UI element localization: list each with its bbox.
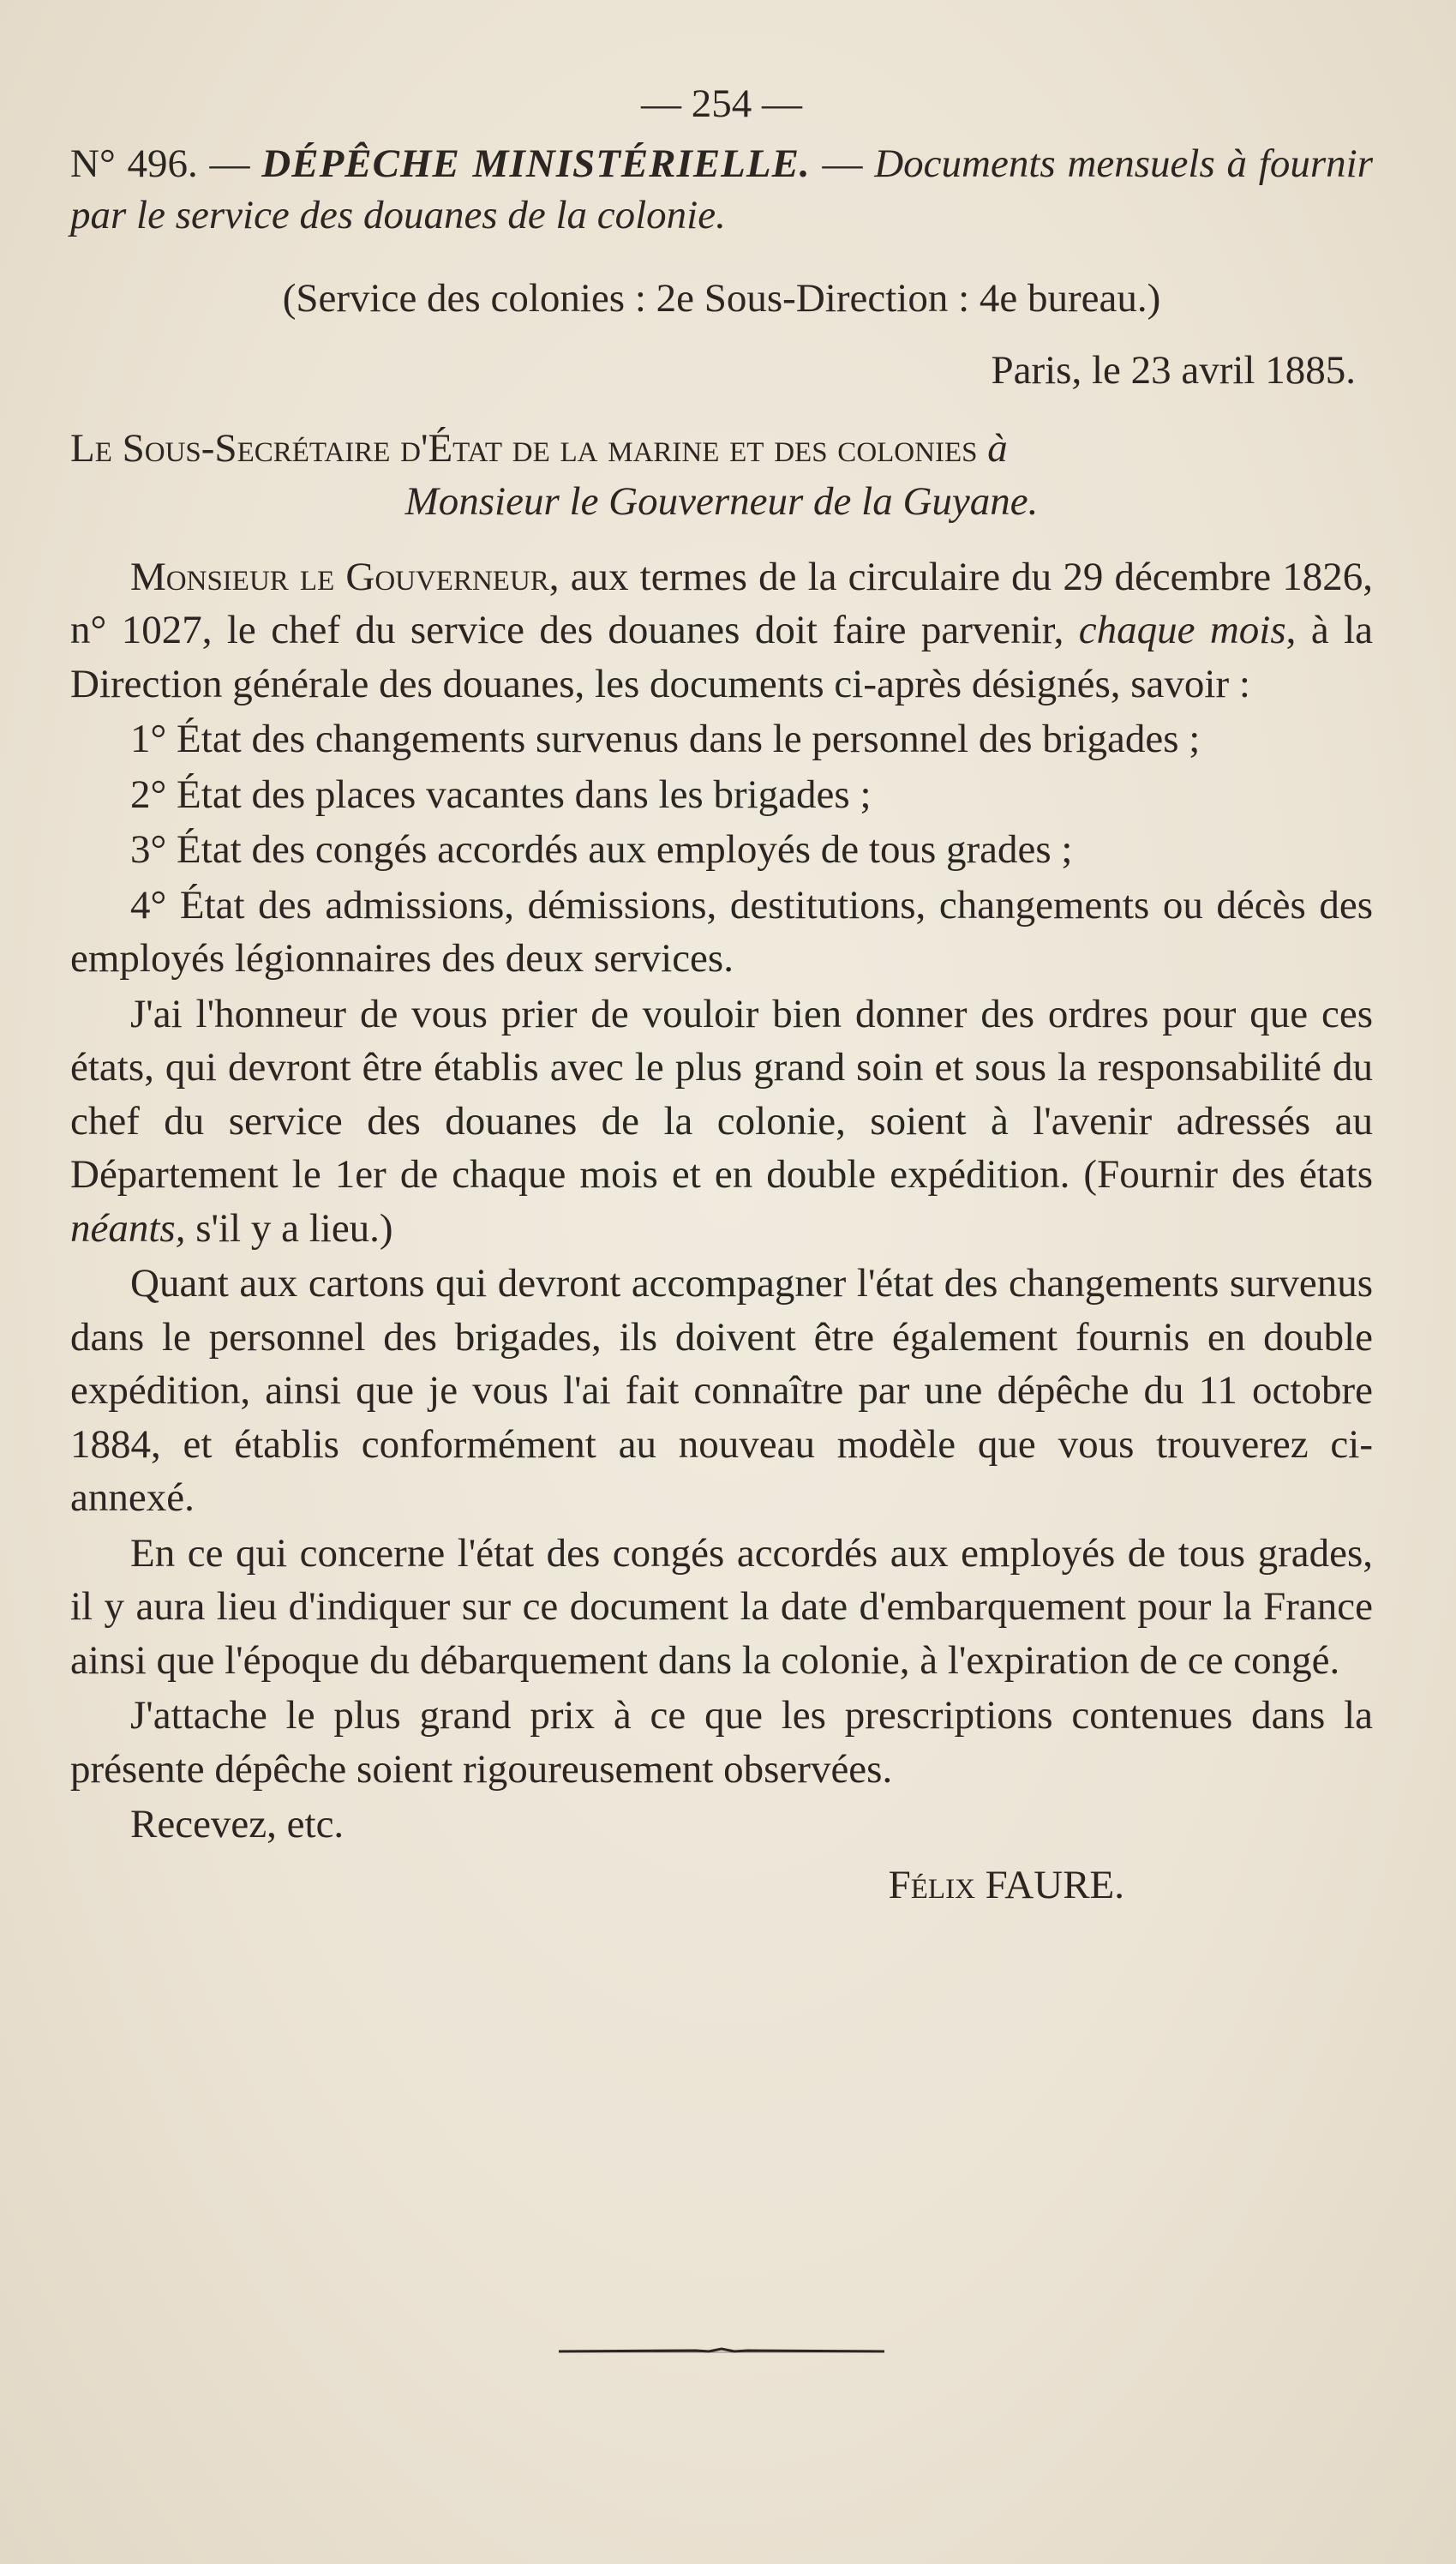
paragraph-conges: En ce qui concerne l'état des congés accordés aux employés de tous grades, il y aura lieu d'indiquer sur ce document la date d'embarquement pour la France ainsi que l'époque du débarquement dans la colonie, à l'expiration de ce congé. bbox=[70, 1530, 1373, 1683]
address-sender: Le Sous-Secrétaire d'État de la marine et des colonies bbox=[70, 425, 978, 471]
opening-emphasis: chaque mois bbox=[1078, 608, 1286, 652]
address-block bbox=[70, 422, 1373, 528]
paragraph-cartons: Quant aux cartons qui devront accompagner l'état des changements survenus dans le personnel des brigades, ils doivent être également fournis en double expédition, ainsi que je vous l'ai fait connaître par une dépêche du 11 octobre 1884, et établis conformément au nouveau modèle que vous trouverez ci-annexé. bbox=[70, 1261, 1373, 1520]
signature-last-name: FAURE. bbox=[974, 1862, 1124, 1907]
paragraph-opening bbox=[70, 550, 1373, 712]
list-item-2: 2° État des places vacantes dans les brigades ; bbox=[130, 772, 872, 817]
address-recipient: Monsieur le Gouverneur de la Guyane. bbox=[404, 478, 1039, 524]
page-number: — 254 — bbox=[641, 81, 802, 126]
list-item-1: 1° État des changements survenus dans le personnel des brigades ; bbox=[130, 717, 1201, 761]
document-heading bbox=[70, 138, 1373, 241]
opening-text-b: , à la Direction générale des douanes, les documents ci-après désignés, savoir : bbox=[70, 608, 1374, 706]
paragraph-request bbox=[70, 988, 1373, 1256]
closing-rule bbox=[559, 2347, 884, 2356]
request-emphasis: néants, bbox=[70, 1205, 186, 1251]
request-text-b: s'il y a lieu.) bbox=[185, 1205, 393, 1251]
request-text-a: J'ai l'honneur de vous prier de vouloir bien donner des ordres pour que ces états, qui devront être établis avec le plus grand soin et sous la responsabilité du chef du service des douanes de la colonie, soient à l'avenir adressés au Département le 1er de chaque mois et en double expédition. (Fournir des états bbox=[70, 991, 1373, 1197]
signature-first-name: Félix bbox=[888, 1862, 975, 1907]
paragraph-prescriptions: J'attache le plus grand prix à ce que les prescriptions contenues dans la présente dépêche soient rigoureusement observées. bbox=[70, 1693, 1373, 1792]
list-item-4: 4° État des admissions, démissions, destitutions, changements ou décès des employés légionnaires des deux services. bbox=[70, 882, 1373, 981]
document-title: DÉPÊCHE MINISTÉRIELLE. bbox=[261, 141, 811, 186]
text-column bbox=[70, 77, 1373, 1912]
document-number: N° 496. — bbox=[70, 141, 262, 186]
service-line: (Service des colonies : 2e Sous-Direction : 4e bureau.) bbox=[282, 275, 1161, 321]
paragraph-closing: Recevez, etc. bbox=[130, 1802, 345, 1846]
opening-text-a: aux termes de la circulaire du 29 décembre 1826, n° 1027, le chef du service des douanes doit faire parvenir, bbox=[70, 554, 1373, 652]
heading-separator: — bbox=[810, 141, 875, 186]
signature bbox=[70, 1858, 1373, 1912]
list-item-3: 3° État des congés accordés aux employés de tous grades ; bbox=[130, 827, 1073, 872]
date-line: Paris, le 23 avril 1885. bbox=[991, 348, 1356, 393]
document-subject: Documents mensuels à fournir par le service des douanes de la colonie. bbox=[70, 141, 1373, 237]
salutation: Monsieur le Gouverneur, bbox=[130, 554, 560, 599]
address-preposition: à bbox=[977, 425, 1008, 471]
